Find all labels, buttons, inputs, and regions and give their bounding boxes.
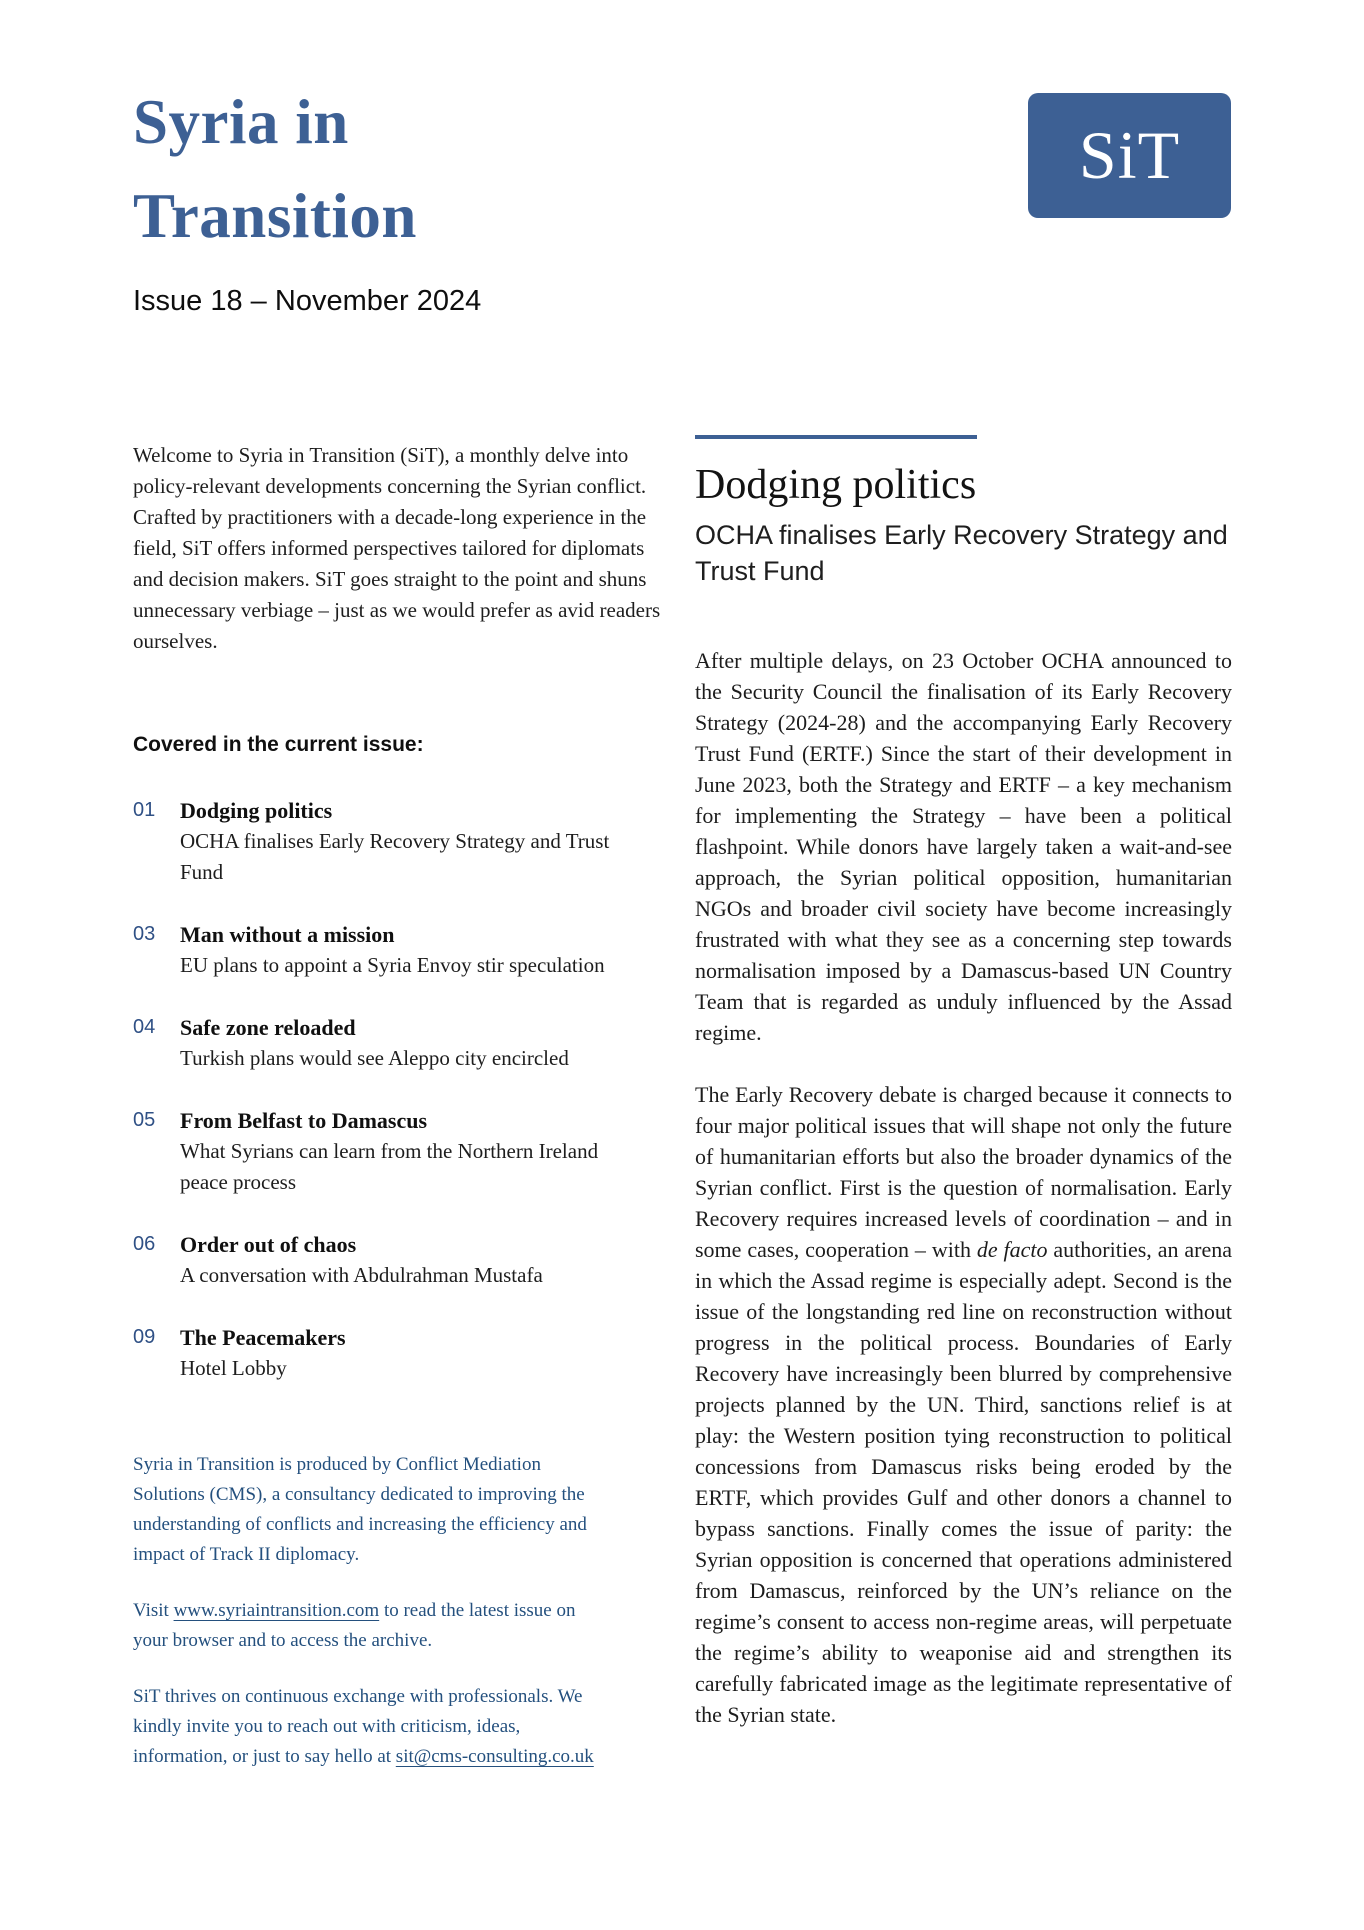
masthead-title [133,75,481,263]
toc-list [133,795,665,1384]
sit-logo-text: SiT [1078,117,1181,193]
toc-item-subtitle: A conversation with Abdulrahman Mustafa [180,1263,543,1287]
toc-item-subtitle: OCHA finalises Early Recovery Strategy and Trust Fund [180,829,610,884]
article-column [695,435,1232,1730]
toc-item-title: Dodging politics [180,798,333,823]
toc-item-subtitle: What Syrians can learn from the Northern Ireland peace process [180,1139,599,1194]
toc-item-number: 05 [133,1109,156,1131]
publisher-blurb [133,1450,611,1772]
toc-item-number: 06 [133,1233,156,1255]
email-link[interactable]: sit@cms-consulting.co.uk [395,1746,594,1767]
toc-item [133,795,665,888]
toc-item-subtitle: Hotel Lobby [180,1356,287,1380]
toc-item-subtitle: EU plans to appoint a Syria Envoy stir speculation [180,953,605,977]
toc-item-title: From Belfast to Damascus [180,1108,428,1133]
toc-item [133,1012,665,1074]
toc-item-number: 03 [133,923,156,945]
section-rule [695,435,977,439]
toc-item-number: 04 [133,1016,156,1038]
masthead-title-line2: Transition [133,181,417,251]
toc-item [133,919,665,981]
toc-item-title: Order out of chaos [180,1232,357,1257]
about-paragraph: Syria in Transition is produced by Conflict Mediation Solutions (CMS), a consultancy dedicated to improving the understanding of conflicts and increasing the efficiency and impact of Track II diplomacy. [133,1454,587,1565]
article-title: Dodging politics [695,462,977,508]
sit-logo [1028,93,1231,218]
website-link[interactable]: www.syriaintransition.com [173,1600,380,1621]
toc-item-title: Safe zone reloaded [180,1015,356,1040]
issue-line: Issue 18 – November 2024 [133,285,482,317]
intro-paragraph: Welcome to Syria in Transition (SiT), a monthly delve into policy-relevant developments concerning the Syrian conflict. Crafted by practitioners with a decade-long experience in the field, SiT offers informed perspectives tailored for diplomats and decision makers. SiT goes straight to the point and shuns unnecessary verbiage – just as we would prefer as avid readers ourselves. [133,443,661,653]
toc-item [133,1105,665,1198]
visit-paragraph: Visit www.syriaintransition.com to read the latest issue on your browser and to access the archive. [133,1600,576,1651]
masthead [133,75,481,319]
toc-item [133,1229,665,1291]
masthead-title-line1: Syria in [133,87,349,157]
toc-heading: Covered in the current issue: [133,733,424,756]
contact-paragraph: SiT thrives on continuous exchange with professionals. We kindly invite you to reach out with criticism, ideas, information, or just to say hello at sit@cms-consulting.co.uk [133,1686,594,1767]
toc-item-subtitle: Turkish plans would see Aleppo city encircled [180,1046,569,1070]
toc-item [133,1322,665,1384]
toc-item-number: 09 [133,1326,156,1348]
toc-item-title: The Peacemakers [180,1325,346,1350]
article-paragraph-2: The Early Recovery debate is charged because it connects to four major political issues that will shape not only the future of humanitarian efforts but also the broader dynamics of the Syrian conflict. First is the question of normalisation. Early Recovery requires increased levels of coordination – and in some cases, cooperation – with de facto authorities, an arena in which the Assad regime is especially adept. Second is the issue of the longstanding red line on reconstruction without progress in the political process. Boundaries of Early Recovery have increasingly been blurred by comprehensive projects planned by the UN. Third, sanctions relief is at play: the Western position tying reconstruction to political concessions from Damascus risks being eroded by the ERTF, which provides Gulf and other donors a channel to bypass sanctions. Finally comes the issue of parity: the Syrian opposition is concerned that operations administered from Damascus, reinforced by the UN’s reliance on the regime’s consent to access non-regime areas, will perpetuate the regime’s ability to weaponise aid and strengthen its carefully fabricated image as the legitimate representative of the Syrian state. [695,1082,1232,1727]
article-body [695,645,1232,1730]
article-paragraph-1: After multiple delays, on 23 October OCHA announced to the Security Council the finalisation of its Early Recovery Strategy (2024-28) and the accompanying Early Recovery Trust Fund (ERTF.) Since the start of their development in June 2023, both the Strategy and ERTF – a key mechanism for implementing the Strategy – have been a political flashpoint. While donors have largely taken a wait-and-see approach, the Syrian political opposition, humanitarian NGOs and broader civil society have become increasingly frustrated with what they see as a concerning step towards normalisation imposed by a Damascus-based UN Country Team that is regarded as unduly influenced by the Assad regime. [695,648,1232,1045]
toc-item-title: Man without a mission [180,922,395,947]
italic-phrase: de facto [976,1237,1048,1262]
toc-item-number: 01 [133,799,156,821]
left-column [133,440,665,1772]
article-subtitle: OCHA finalises Early Recovery Strategy and Trust Fund [695,520,1228,586]
